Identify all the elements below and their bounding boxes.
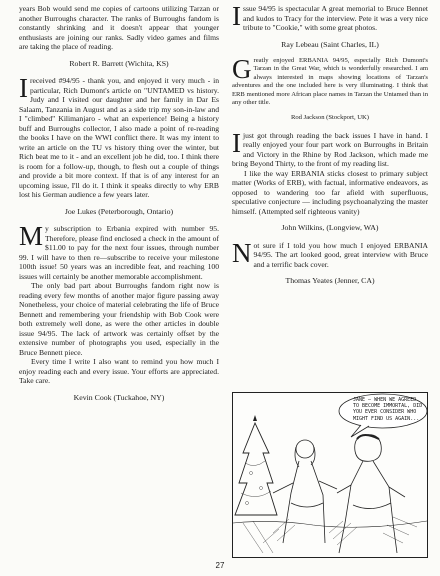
letter-text: just got through reading the back issues I have in hand. I really enjoyed your four part work on Burroughs in Britain and Victory in the Rhine by Rod Jackson, which made me bring Beyond Thirty, to the front of my reading list. <box>232 130 428 169</box>
right-column <box>232 1 428 294</box>
letter-joe-lukes <box>19 73 219 200</box>
letter-text: I like the way ERBANIA sticks closest to primary subject matter (Works of ERB), with factual, informative endeavors, as opposed to wandering too far afield with superfluous, speculative conjecture — including psychoanalyzing the master himself. (Attempted self righteous vanity) <box>232 168 428 216</box>
letter-rod-jackson <box>232 54 428 107</box>
cartoon-speech-bubble: JANE — WHEN WE AGREED TO BECOME IMMORTAL, DID YOU EVER CONSIDER WHO MIGHT FIND US AGAIN... <box>353 397 423 422</box>
letter-text: years Bob would send me copies of cartoons utilizing Tarzan or another Burroughs character. The ranks of Burroughs fandom is constantly shrinking and it doesn't appear that younger enthusiasts are joining our ranks. Sadly video games and films are taking the place of reading. <box>19 4 219 51</box>
letter-text: ot sure if I told you how much I enjoyed ERBANIA 94/95. The art looked good, great interview with Bruce and a terrific back cover. <box>253 240 428 269</box>
drop-cap: I <box>19 73 28 103</box>
letter-text: The only bad part about Burroughs fandom right now is reading every few months of another major figure passing away Nonetheless, your choice of material celebrating the life of Bruce Bennett and remembering your friendship with Bob Cook were both extremely well done, as were the other articles in double issue 94/95. The lack of artwork was certainly offset by the extensive number of photographs you used, especially in the Bruce Bennett piece. <box>19 281 219 357</box>
letter-text: Every time I write I also want to remind you how much I enjoy reading each and every issue. Your efforts are appreciated. Take care. <box>19 357 219 385</box>
page-number: 27 <box>215 561 225 570</box>
letter-text: y subscription to Erbania expired with number 95. Therefore, please find enclosed a check in the amount of $11.00 to pay for the next four issues, through number 99. I will have to then re—subscribe to receive your milestone 100th issue! 50 years was an incredible feat, and reaching 100 issues will certainly be another memorable accomplishment. <box>19 224 219 281</box>
letter-thomas-yeates <box>232 237 428 270</box>
letter-john-wilkins <box>232 127 428 217</box>
letter-signature: Kevin Cook (Tuckahoe, NY) <box>73 392 165 402</box>
letter-text: ssue 94/95 is spectacular A great memorial to Bruce Bennet and kudos to Tracy for the interview. Pete it was a very nice tribute to "Cookie," with some great photos. <box>243 4 428 32</box>
drop-cap: I <box>232 1 241 31</box>
letter-text: received #94/95 - thank you, and enjoyed it very much - in particular, Rich Dumont's article on "UNTAMED vs history. Judy and I visited our daughter and her family in Dar Es Salaam, Tanzania in August and as a side trip my son-in-law and I "climbed" Kilimanjaro - what an experience! Being a history buff and Burroughs collector, I also made a point of re-reading the books I have on the WWI conflict there. It was my intent to write an article on the TU vs history thing over the winter, but Rich beat me to it - and an excellent job he did, too. I think there is room for a follow-up, though, to flesh out a couple of things and provide a bit more context. If that is of any interest for an upcoming issue, I'll do it. I think it speaks directly to why ERB lost his German audience a few years later. <box>19 76 219 199</box>
letter-text: reatly enjoyed ERBANIA 94/95, especially Rich Dumont's Tarzan in the Great War, which is wonderfully researched. I am always interested in maps showing locations of Tarzan's adventures and the one included here is very illuminating. I think that ERB mentioned more African place names in Tarzan the Untamed than in any other title. <box>232 57 428 107</box>
letter-kevin-cook <box>19 221 219 386</box>
left-column <box>19 4 219 410</box>
drop-cap: M <box>19 221 44 251</box>
drop-cap: N <box>232 237 252 268</box>
letter-signature: Thomas Yeates (Jenner, CA) <box>285 276 375 286</box>
letter-ray-lebeau <box>232 1 428 33</box>
letter-signature: Ray Lebeau (Saint Charles, IL) <box>281 39 379 49</box>
letter-signature: Joe Lukes (Peterborough, Ontario) <box>64 206 174 216</box>
cartoon-panel <box>232 392 428 558</box>
letter-signature: Robert R. Barrett (Wichita, KS) <box>69 58 169 68</box>
letter-signature: Rod Jackson (Stockport, UK) <box>290 114 370 122</box>
drop-cap: I <box>232 127 241 158</box>
letter-signature: John Wilkins, (Longview, WA) <box>281 223 379 233</box>
drop-cap: G <box>232 54 252 84</box>
